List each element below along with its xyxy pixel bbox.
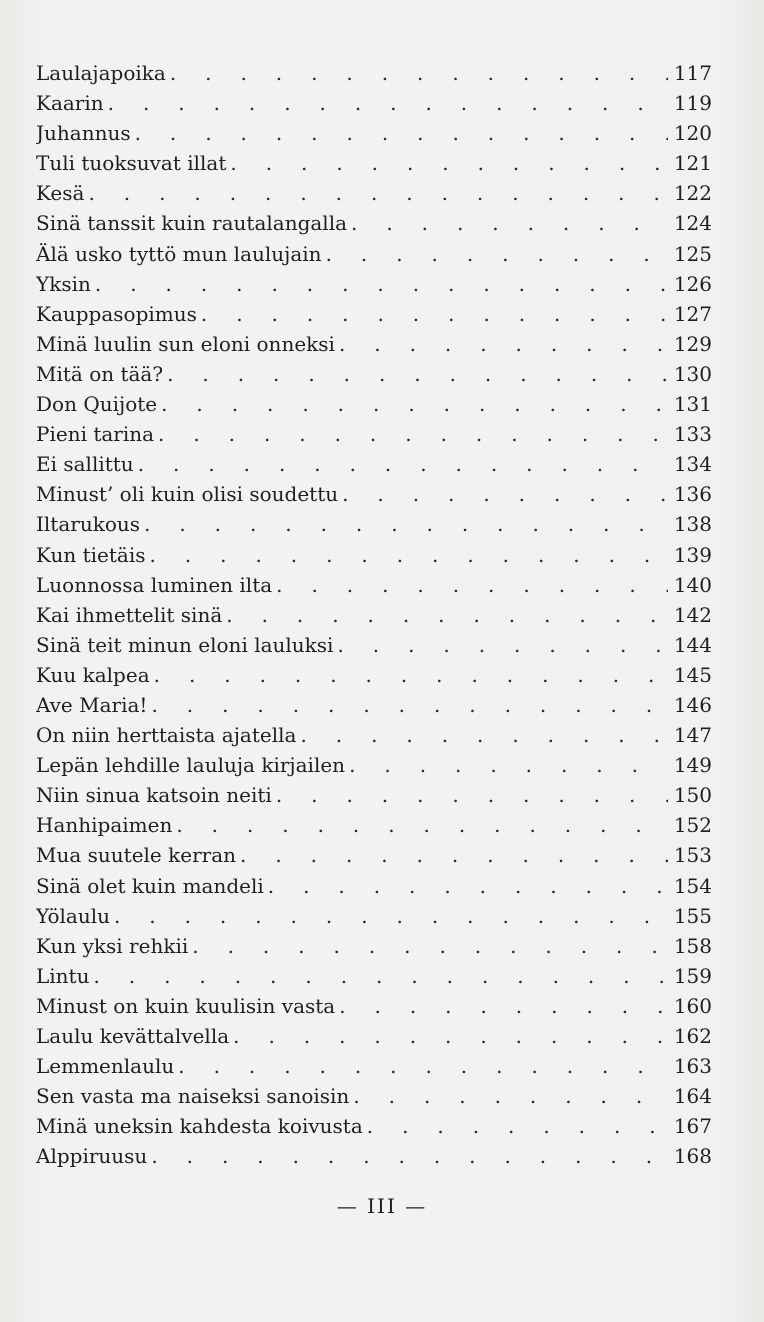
toc-entry [36, 208, 712, 238]
toc-entry-title: Älä usko tyttö mun laulujain [36, 241, 322, 266]
toc-entry-title: Kai ihmettelit sinä [36, 602, 223, 627]
toc-entry [36, 299, 712, 329]
toc-entry [36, 690, 712, 720]
dot-leader [114, 901, 668, 931]
toc-entry-title: Luonnossa luminen ilta [36, 572, 273, 597]
toc-entry-title: Tuli tuoksuvat illat [36, 151, 227, 176]
dot-leader [161, 389, 668, 419]
dot-leader [349, 750, 668, 780]
toc-entry-page-number: 130 [673, 361, 712, 386]
toc-entry-title: Yksin [36, 271, 91, 296]
toc-entry-title: Sinä tanssit kuin rautalangalla [36, 211, 348, 236]
dot-leader [144, 509, 668, 539]
toc-entry-page-number: 153 [673, 843, 712, 868]
dot-leader [151, 690, 668, 720]
dot-leader [176, 810, 668, 840]
toc-entry-title: Lepän lehdille lauluja kirjailen [36, 753, 346, 778]
toc-entry-page-number: 131 [673, 392, 712, 417]
toc-entry-page-number: 159 [673, 963, 712, 988]
toc-entry [36, 570, 712, 600]
toc-entry-page-number: 125 [673, 241, 712, 266]
toc-entry-page-number: 138 [673, 512, 712, 537]
dot-leader [337, 630, 668, 660]
dot-leader [201, 299, 668, 329]
dot-leader [93, 961, 668, 991]
toc-entry-page-number: 158 [673, 933, 712, 958]
toc-entry [36, 239, 712, 269]
toc-entry-title: Laulajapoika [36, 61, 166, 85]
dot-leader [276, 570, 668, 600]
dot-leader [192, 931, 668, 961]
toc-entry [36, 1021, 712, 1051]
toc-entry [36, 88, 712, 118]
toc-entry-page-number: 150 [673, 783, 712, 808]
toc-entry [36, 118, 712, 148]
toc-entry-page-number: 117 [673, 61, 712, 85]
toc-entry-page-number: 142 [673, 602, 712, 627]
toc-entry-page-number: 163 [673, 1054, 712, 1079]
toc-entry [36, 449, 712, 479]
dot-leader [154, 660, 668, 690]
dot-leader [138, 449, 668, 479]
toc-entry-page-number: 145 [673, 662, 712, 687]
dot-leader [95, 269, 668, 299]
dot-leader [276, 780, 668, 810]
dot-leader [300, 720, 668, 750]
toc-entry [36, 1141, 712, 1171]
dot-leader [339, 991, 668, 1021]
toc-entry-page-number: 168 [673, 1144, 712, 1169]
dot-leader [342, 479, 668, 509]
toc-entry [36, 810, 712, 840]
toc-entry [36, 871, 712, 901]
dot-leader [170, 58, 668, 88]
toc-entry [36, 509, 712, 539]
toc-entry [36, 148, 712, 178]
toc-entry-page-number: 129 [673, 331, 712, 356]
dot-leader [178, 1051, 668, 1081]
dot-leader [268, 871, 668, 901]
toc-entry-title: Minust’ oli kuin olisi soudettu [36, 482, 339, 507]
dot-leader [230, 148, 668, 178]
dot-leader [167, 359, 668, 389]
toc-entry-title: Mua suutele kerran [36, 843, 237, 868]
toc-entry-title: Ei sallittu [36, 452, 134, 477]
toc-entry [36, 961, 712, 991]
toc-entry-title: Kesä [36, 181, 85, 206]
toc-entry-title: Sinä teit minun eloni lauluksi [36, 632, 334, 657]
toc-entry-title: Kun yksi rehkii [36, 933, 189, 958]
toc-entry [36, 58, 712, 88]
toc-entry [36, 630, 712, 660]
toc-entry-page-number: 152 [673, 813, 712, 838]
toc-entry [36, 389, 712, 419]
toc-entry-page-number: 121 [673, 151, 712, 176]
toc-entry-title: Lemmenlaulu [36, 1054, 175, 1079]
toc-entry-title: Lintu [36, 963, 90, 988]
toc-entry-page-number: 124 [673, 211, 712, 236]
toc-entry [36, 269, 712, 299]
toc-entry [36, 750, 712, 780]
toc-entry-title: Kuu kalpea [36, 662, 150, 687]
toc-entry-title: Hanhipaimen [36, 813, 173, 838]
toc-entry-title: Kun tietäis [36, 542, 146, 567]
toc-entry [36, 540, 712, 570]
toc-entry-title: Kaarin [36, 91, 104, 116]
toc-entry-page-number: 136 [673, 482, 712, 507]
toc-entry [36, 1111, 712, 1141]
toc-entry-page-number: 160 [673, 993, 712, 1018]
toc-entry-page-number: 167 [673, 1114, 712, 1139]
dot-leader [151, 1141, 668, 1171]
toc-entry-page-number: 140 [673, 572, 712, 597]
toc-entry-title: Kauppasopimus [36, 301, 197, 326]
toc-entry-page-number: 164 [673, 1084, 712, 1109]
table-of-contents [36, 58, 712, 1171]
dot-leader [88, 178, 668, 208]
toc-entry-title: Pieni tarina [36, 422, 155, 447]
toc-entry-title: Alppiruusu [36, 1144, 148, 1169]
toc-entry-page-number: 147 [673, 723, 712, 748]
dot-leader [150, 540, 668, 570]
toc-entry [36, 1051, 712, 1081]
dot-leader [353, 1081, 668, 1111]
toc-entry-title: Mitä on tää? [36, 361, 164, 386]
dot-leader [108, 88, 668, 118]
dot-leader [233, 1021, 668, 1051]
toc-entry-title: On niin herttaista ajatella [36, 723, 297, 748]
toc-entry [36, 600, 712, 630]
toc-entry-page-number: 133 [673, 422, 712, 447]
toc-entry-page-number: 120 [673, 121, 712, 146]
toc-entry-page-number: 139 [673, 542, 712, 567]
dot-leader [158, 419, 668, 449]
toc-entry [36, 901, 712, 931]
toc-entry-title: Juhannus [36, 121, 131, 146]
toc-entry-title: Sinä olet kuin mandeli [36, 873, 264, 898]
toc-entry-page-number: 134 [673, 452, 712, 477]
toc-entry-title: Minä uneksin kahdesta koivusta [36, 1114, 363, 1139]
toc-entry-page-number: 122 [673, 181, 712, 206]
dot-leader [351, 208, 668, 238]
toc-entry [36, 479, 712, 509]
toc-entry [36, 720, 712, 750]
toc-entry-title: Laulu kevättalvella [36, 1024, 230, 1048]
toc-entry-title: Don Quijote [36, 392, 158, 417]
toc-entry [36, 780, 712, 810]
toc-entry [36, 178, 712, 208]
dot-leader [367, 1111, 668, 1141]
page-number: — III — [336, 1194, 428, 1218]
toc-entry [36, 359, 712, 389]
toc-entry-page-number: 126 [673, 271, 712, 296]
dot-leader [326, 239, 668, 269]
toc-entry [36, 1081, 712, 1111]
toc-entry-page-number: 146 [673, 692, 712, 717]
toc-entry [36, 419, 712, 449]
toc-entry-page-number: 154 [673, 873, 712, 898]
toc-entry-page-number: 127 [673, 301, 712, 326]
toc-entry-page-number: 162 [673, 1024, 712, 1048]
toc-entry-title: Ave Maria! [36, 692, 148, 717]
toc-entry [36, 991, 712, 1021]
dot-leader [339, 329, 668, 359]
dot-leader [135, 118, 668, 148]
toc-entry-page-number: 149 [673, 753, 712, 778]
toc-entry-page-number: 155 [673, 903, 712, 928]
toc-entry [36, 660, 712, 690]
toc-entry [36, 329, 712, 359]
toc-entry-title: Sen vasta ma naiseksi sanoisin [36, 1084, 350, 1109]
toc-entry-title: Minä luulin sun eloni onneksi [36, 331, 335, 356]
dot-leader [226, 600, 668, 630]
toc-entry-page-number: 119 [673, 91, 712, 116]
toc-entry-title: Niin sinua katsoin neiti [36, 783, 272, 808]
toc-entry-page-number: 144 [673, 632, 712, 657]
toc-entry-title: Minust on kuin kuulisin vasta [36, 993, 336, 1018]
toc-entry-title: Iltarukous [36, 512, 141, 537]
toc-entry [36, 840, 712, 870]
dot-leader [240, 840, 668, 870]
toc-entry [36, 931, 712, 961]
toc-entry-title: Yölaulu [36, 903, 110, 928]
